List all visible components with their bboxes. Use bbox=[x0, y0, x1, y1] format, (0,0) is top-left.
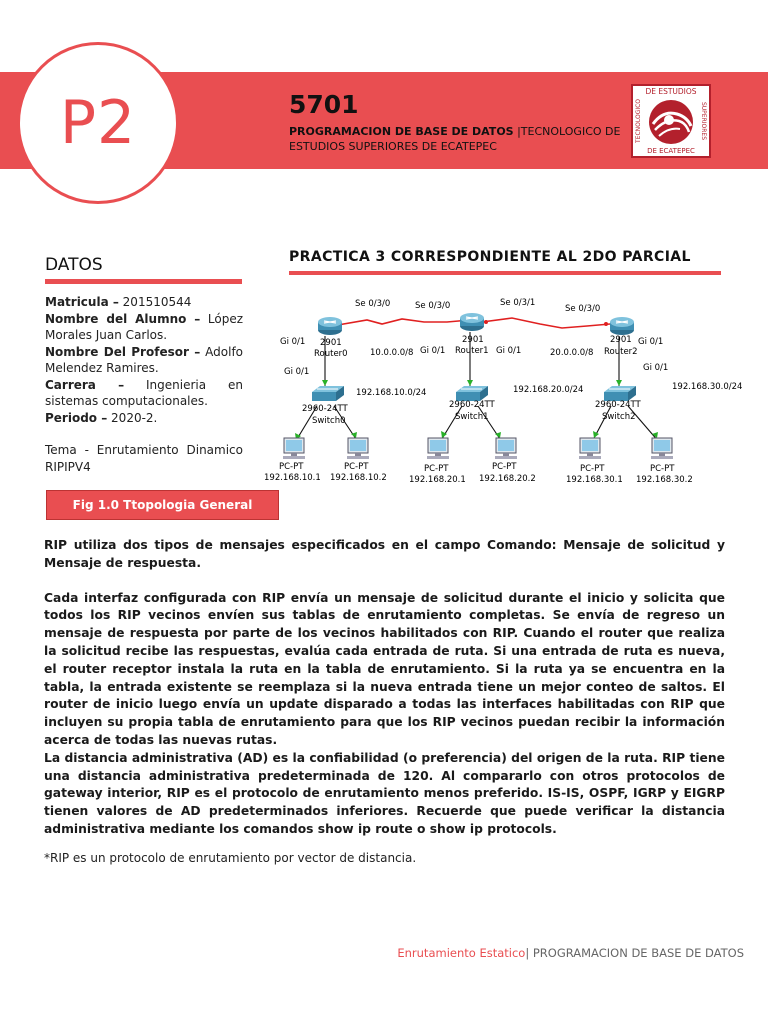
course-code: 5701 bbox=[289, 90, 359, 119]
subject-name: PROGRAMACION DE BASE DE DATOS bbox=[289, 125, 514, 138]
router1-port-right: Gi 0/1 bbox=[496, 346, 522, 356]
serial-net-1: 20.0.0.0/8 bbox=[550, 348, 594, 358]
router1-name: Router1 bbox=[455, 346, 489, 356]
matricula-row bbox=[45, 294, 243, 311]
router2-icon bbox=[610, 317, 634, 335]
router0-port-b: Gi 0/1 bbox=[284, 367, 310, 377]
switch2-name: Switch2 bbox=[602, 412, 636, 422]
serial-link-r0-r1 bbox=[332, 319, 470, 326]
router0-icon bbox=[318, 317, 342, 335]
datos-heading: DATOS bbox=[45, 255, 103, 275]
matricula-value: 201510544 bbox=[118, 295, 192, 309]
lan-net-10: 192.168.10.0/24 bbox=[356, 388, 427, 398]
datos-divider bbox=[45, 279, 242, 284]
matricula-label: Matricula – bbox=[45, 295, 119, 309]
pc6-ip: 192.168.30.2 bbox=[636, 475, 693, 485]
switch1-model: 2960-24TT bbox=[449, 400, 495, 410]
tema-row: Tema - Enrutamiento Dinamico RIPIPV4 bbox=[45, 443, 243, 474]
page-footer bbox=[397, 946, 744, 960]
switch0-name: Switch0 bbox=[312, 416, 346, 426]
paragraph-2: Cada interfaz configurada con RIP envía un mensaje de solicitud durante el inicio y solicita que todos los RIP vecinos envíen sus tablas de enrutamiento completas. Se envía de regreso un mensaje de respuesta por parte de los vecinos habilitados con RIP. Cuando el router que realiza la solicitud recibe las respuestas, evalúa cada entrada de ruta. Si una entrada de ruta es nueva, el router receptor instala la ruta en la tabla de enrutamiento. Si la ruta ya se encuentra en la tabla, la entrada existente se reemplaza si la nueva entrada tiene un mejor conteo de saltos. El router de inicio luego envía un update disparado a todas las interfaces habilitadas con RIP que incluyen su propia tabla de enrutamiento para que los RIP vecinos puedan recibir la información acerca de todas las nuevas rutas. bbox=[44, 590, 725, 747]
pc6-type: PC-PT bbox=[650, 464, 675, 474]
router1-icon bbox=[460, 313, 484, 331]
logo-text-right: SUPERIORES bbox=[700, 101, 707, 141]
topology-svg bbox=[262, 292, 752, 492]
practice-divider bbox=[289, 271, 721, 275]
pc3-icon bbox=[427, 438, 449, 459]
switch2-model: 2960-24TT bbox=[595, 400, 641, 410]
logo-text-left: TECNOLOGICO bbox=[635, 98, 642, 144]
router0-name: Router0 bbox=[314, 349, 348, 359]
router2-port-a: Gi 0/1 bbox=[638, 337, 664, 347]
pc4-type: PC-PT bbox=[492, 462, 517, 472]
switch0-icon bbox=[312, 386, 344, 401]
profesor-row bbox=[45, 344, 243, 377]
switch1-name: Switch1 bbox=[455, 412, 489, 422]
header-subtitle bbox=[289, 124, 629, 154]
pc5-icon bbox=[579, 438, 601, 459]
pc2-ip: 192.168.10.2 bbox=[330, 473, 387, 483]
alumno-value: López Morales Juan Carlos. bbox=[45, 311, 243, 342]
practice-title: PRACTICA 3 CORRESPONDIENTE AL 2DO PARCIAL bbox=[289, 249, 691, 265]
serial-label-r2: Se 0/3/0 bbox=[565, 304, 601, 314]
profesor-label: Nombre Del Profesor – bbox=[45, 344, 201, 359]
logo-emblem-icon bbox=[633, 86, 709, 156]
pc1-ip: 192.168.10.1 bbox=[264, 473, 321, 483]
router2-port-b: Gi 0/1 bbox=[643, 363, 669, 373]
logo-text-bottom: DE ECATEPEC bbox=[647, 147, 695, 155]
network-topology-diagram bbox=[262, 292, 752, 492]
serial-label-r1-right: Se 0/3/1 bbox=[500, 298, 536, 308]
footer-topic: Enrutamiento Estatico bbox=[397, 946, 526, 960]
lan-net-20: 192.168.20.0/24 bbox=[513, 385, 584, 395]
profesor-value: Adolfo Melendez Ramires. bbox=[45, 344, 244, 375]
pc2-type: PC-PT bbox=[344, 462, 369, 472]
footer-subject: | PROGRAMACION DE BASE DE DATOS bbox=[525, 946, 744, 960]
pc6-icon bbox=[651, 438, 673, 459]
page-badge-label: P2 bbox=[59, 88, 137, 158]
periodo-label: Periodo – bbox=[45, 410, 108, 425]
carrera-row bbox=[45, 377, 243, 410]
institution-name: |TECNOLOGICO DE ESTUDIOS SUPERIORES DE ECATEPEC bbox=[289, 125, 621, 153]
serial-label-r0: Se 0/3/0 bbox=[355, 299, 391, 309]
switch1-icon bbox=[456, 386, 488, 401]
body-text bbox=[44, 537, 725, 839]
switch0-model: 2960-24TT bbox=[302, 404, 348, 414]
pc5-type: PC-PT bbox=[580, 464, 605, 474]
pc2-icon bbox=[347, 438, 369, 459]
periodo-value: 2020-2. bbox=[107, 410, 158, 425]
pc5-ip: 192.168.30.1 bbox=[566, 475, 623, 485]
pc3-ip: 192.168.20.1 bbox=[409, 475, 466, 485]
router2-name: Router2 bbox=[604, 347, 638, 357]
logo-text-top: DE ESTUDIOS bbox=[645, 87, 697, 96]
paragraph-1: RIP utiliza dos tipos de mensajes especificados en el campo Comando: Mensaje de solicitud y Mensaje de respuesta. bbox=[44, 538, 725, 570]
figure-caption: Fig 1.0 Ttopologia General bbox=[46, 490, 279, 520]
serial-net-0: 10.0.0.0/8 bbox=[370, 348, 414, 358]
pc4-icon bbox=[495, 438, 517, 459]
pc1-icon bbox=[283, 438, 305, 459]
carrera-value: Ingenieria en sistemas computacionales. bbox=[45, 377, 243, 408]
switch2-icon bbox=[604, 386, 636, 401]
institution-logo bbox=[631, 84, 711, 158]
router0-port-a: Gi 0/1 bbox=[280, 337, 306, 347]
page-badge bbox=[17, 42, 179, 204]
carrera-label: Carrera – bbox=[45, 377, 125, 392]
student-info bbox=[45, 294, 243, 475]
pc1-type: PC-PT bbox=[279, 462, 304, 472]
router1-port-left: Gi 0/1 bbox=[420, 346, 446, 356]
pc4-ip: 192.168.20.2 bbox=[479, 474, 536, 484]
router1-model: 2901 bbox=[462, 335, 484, 345]
alumno-label: Nombre del Alumno – bbox=[45, 311, 201, 326]
footnote: *RIP es un protocolo de enrutamiento por vector de distancia. bbox=[44, 851, 417, 865]
router2-model: 2901 bbox=[610, 335, 632, 345]
serial-link-r1-r2 bbox=[482, 318, 610, 328]
router0-model: 2901 bbox=[320, 338, 342, 348]
serial-label-r1-left: Se 0/3/0 bbox=[415, 301, 451, 311]
alumno-row bbox=[45, 311, 243, 344]
periodo-row bbox=[45, 410, 243, 427]
paragraph-3: La distancia administrativa (AD) es la confiabilidad (o preferencia) del origen de la ruta. RIP tiene una distancia administrativa predeterminada de 120. Al compararlo con otros protocolos de gateway interior, RIP es el protocolo de enrutamiento menos preferido. IS-IS, OSPF, IGRP y EIGRP tienen valores de AD predeterminados inferiores. Recuerde que puede verificar la distancia administrativa mediante los comandos show ip route o show ip protocols. bbox=[44, 750, 725, 836]
pc3-type: PC-PT bbox=[424, 464, 449, 474]
lan-net-30: 192.168.30.0/24 bbox=[672, 382, 743, 392]
